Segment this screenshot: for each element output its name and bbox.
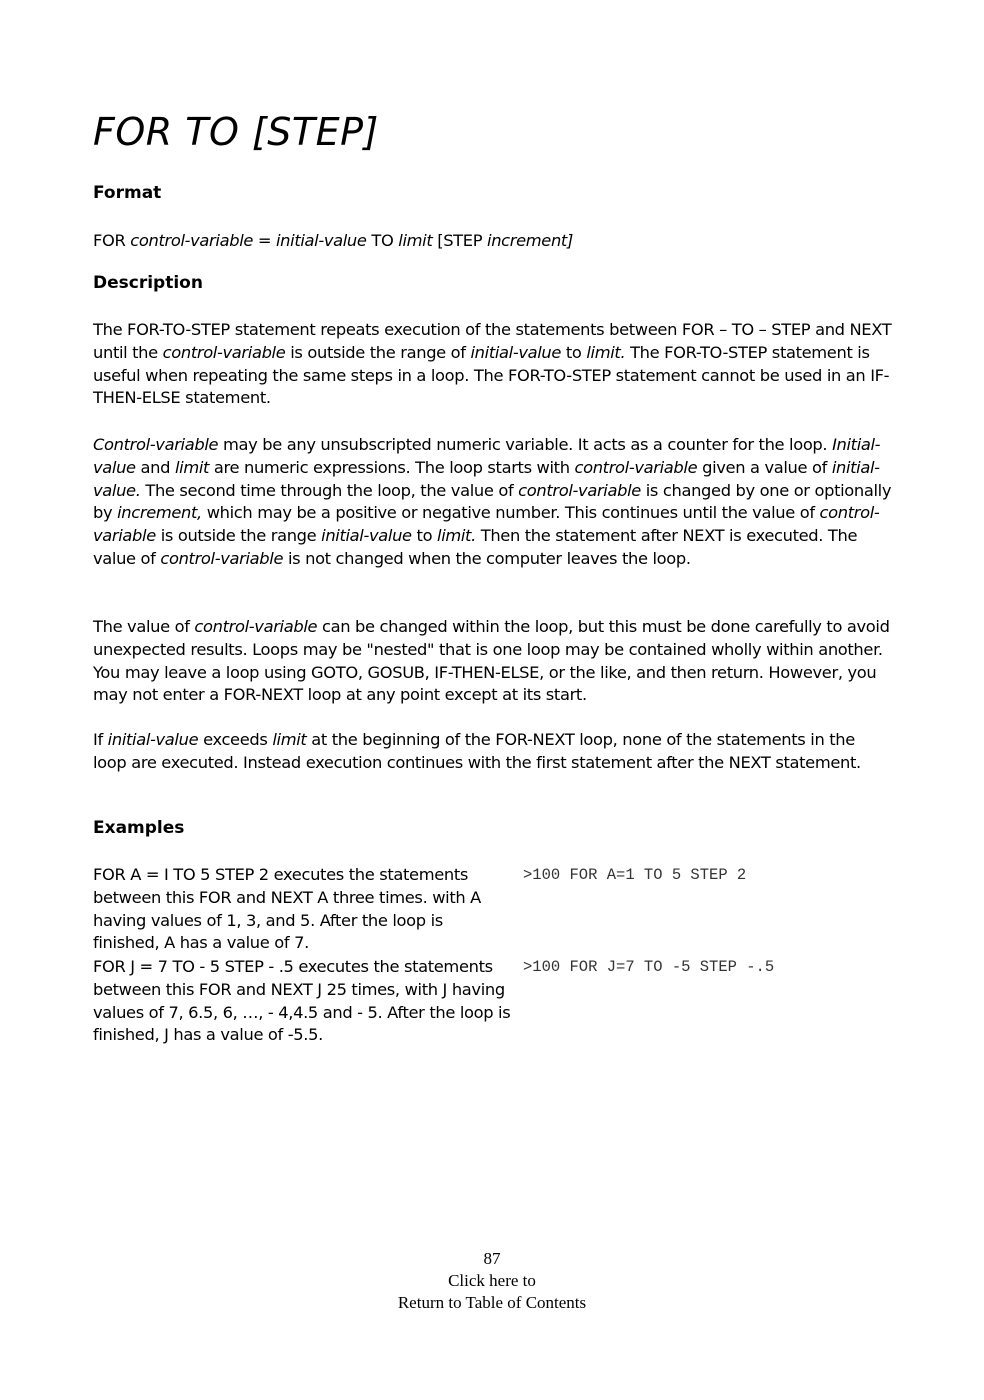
italic-term: initial-value [321, 526, 412, 546]
example-1-code: >100 FOR A=1 TO 5 STEP 2 [523, 866, 747, 884]
text-run: are numeric expressions. The loop starts with [209, 457, 575, 477]
description-paragraph-1 [93, 319, 893, 410]
text-run: Then the statement after NEXT is executed. The value of [93, 526, 858, 568]
text-run: may be any unsubscripted numeric variable. It acts as a counter for the loop. [218, 435, 833, 454]
example-2-code: >100 FOR J=7 TO -5 STEP -.5 [523, 958, 775, 976]
text-run: and [135, 457, 175, 477]
text-run: [STEP [432, 231, 488, 250]
example-2-text: FOR J = 7 TO - 5 STEP - .5 executes the statements between this FOR and NEXT J 25 times, with J having values of 7, 6.5, 6, …, - 4,4.5 and - 5. After the loop is finished, J has a value of -5.5. [93, 957, 511, 1045]
format-line [93, 230, 893, 253]
text-run: which may be a positive or negative number. This continues until the value of [201, 503, 820, 523]
italic-term: increment, [117, 503, 202, 523]
toc-link-line-2[interactable]: Return to Table of Contents [397, 1293, 587, 1312]
toc-link-line-1[interactable]: Click here to [448, 1271, 536, 1290]
description-paragraph-4 [93, 729, 893, 775]
text-run: exceeds [198, 730, 273, 749]
description-paragraph-3 [93, 616, 893, 707]
text-run: FOR [93, 231, 131, 250]
italic-term: limit. [437, 526, 476, 546]
text-run: given a value of [697, 457, 832, 477]
text-run: can be changed within the loop, but this must be done carefully to avoid unexpected results. Loops may be "nested" that is one loop may be contained wholly within another. You may leave a loop using GOTO, GOSUB, IF-THEN-ELSE, or the like, and then return. However, you may not enter a FOR-NEXT loop at any point except at its start. [93, 617, 890, 705]
text-run: is outside the range of [285, 342, 471, 362]
italic-term: control-variable [194, 617, 318, 636]
text-run: The value of [93, 617, 195, 636]
italic-term: control-variable [93, 503, 880, 546]
example-1-text: FOR A = I TO 5 STEP 2 executes the statements between this FOR and NEXT A three times. with A having values of 1, 3, and 5. After the loop is finished, A has a value of 7. [93, 865, 481, 953]
text-run: to [411, 526, 438, 546]
italic-term: Initial-value [93, 435, 881, 477]
page-number: 87 [483, 1249, 501, 1268]
text-run: at the beginning of the FOR-NEXT loop, none of the statements in the loop are executed. Instead execution continues with the first statement after the NEXT statement. [93, 730, 861, 772]
description-heading: Description [93, 273, 203, 293]
italic-term: limit. [586, 342, 626, 362]
italic-term: limit [272, 730, 307, 749]
text-run: The FOR-TO-STEP statement repeats execution of the statements between FOR – TO – STEP and NEXT until the [93, 320, 892, 362]
italic-term: limit [398, 231, 433, 250]
text-run: The FOR-TO-STEP statement is useful when repeating the same steps in a loop. The FOR-TO-STEP statement cannot be used in an IF-THEN-ELSE statement. [93, 342, 890, 408]
italic-term: initial-value [107, 730, 199, 749]
toc-link[interactable] [0, 1270, 984, 1314]
italic-term: control-variable [518, 480, 641, 500]
italic-term: initial-value. [93, 457, 880, 500]
page-title: FOR TO [STEP] [93, 110, 379, 154]
description-paragraph-2 [93, 434, 893, 571]
italic-term: control-variable [130, 231, 254, 250]
text-run: If [93, 730, 108, 749]
text-run: = [253, 231, 276, 250]
italic-term: control-variable [162, 342, 286, 362]
text-run: is not changed when the computer leaves the loop. [283, 548, 691, 568]
text-run: is outside the range [155, 526, 322, 546]
italic-term: initial-value [470, 342, 562, 362]
italic-term: limit [174, 457, 210, 477]
examples-heading: Examples [93, 818, 185, 838]
text-run: The second time through the loop, the value of [140, 480, 519, 500]
format-heading: Format [93, 183, 162, 203]
italic-term: control-variable [574, 457, 698, 477]
italic-term: initial-value [276, 231, 367, 250]
text-run: TO [366, 231, 399, 250]
italic-term: increment] [487, 231, 573, 250]
italic-term: control-variable [160, 548, 284, 568]
italic-term: Control-variable [93, 435, 219, 454]
text-run: is changed by one or optionally by [93, 480, 892, 523]
text-run: to [561, 342, 587, 362]
